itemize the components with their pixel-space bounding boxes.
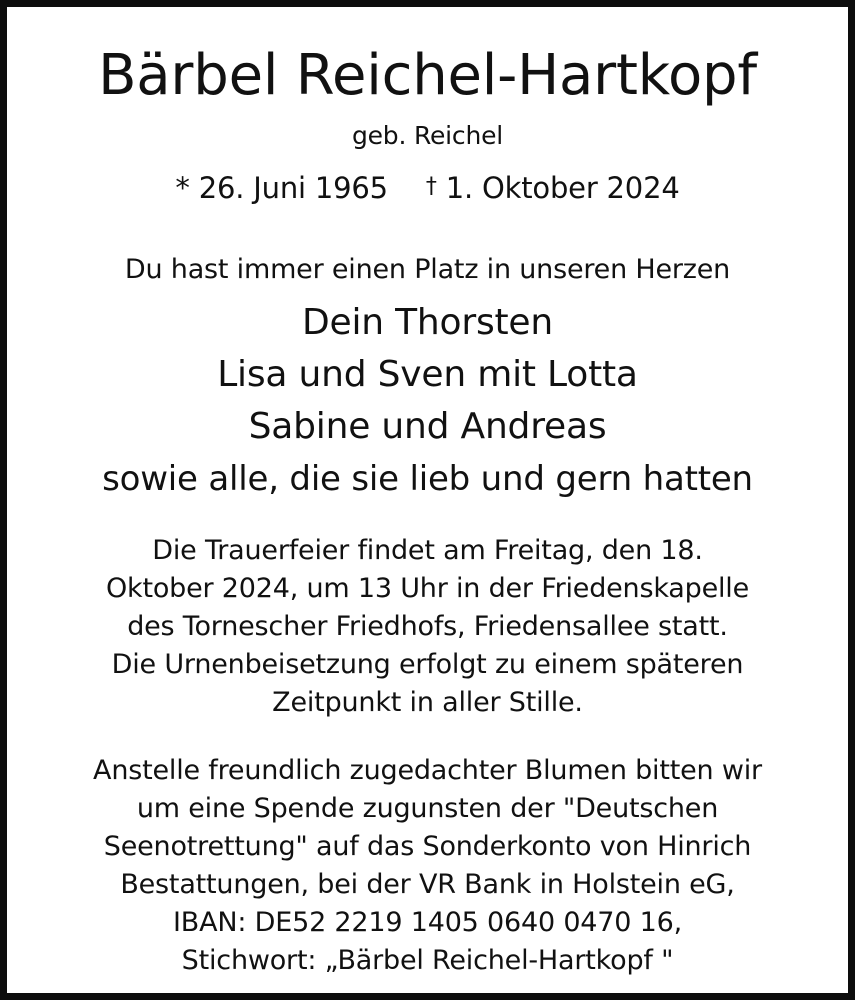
death-date: 1. Oktober 2024 [445,171,680,205]
ceremony-line: des Tornescher Friedhofs, Friedensallee statt. [127,611,728,642]
donation-line: Bestattungen, bei der VR Bank in Holstein eG, [120,869,735,900]
ceremony-paragraph [7,532,848,722]
mourner-line: Sabine und Andreas [248,406,607,447]
donation-line: Seenotrettung" auf das Sonderkonto von Hinrich [103,831,752,862]
motto-text: Du hast immer einen Platz in unseren Herzen [124,254,731,285]
birth-name: geb. Reichel [351,121,504,150]
mourner-line: Lisa und Sven mit Lotta [217,354,638,395]
deceased-name: Bärbel Reichel-Hartkopf [98,43,757,108]
birth-symbol: * [175,171,190,205]
mourner-line: sowie alle, die sie lieb und gern hatten [102,459,753,499]
mourners-list [7,297,848,505]
donation-paragraph [7,752,848,980]
donation-line: um eine Spende zugunsten der "Deutschen [136,793,719,824]
donation-line: Stichwort: „Bärbel Reichel-Hartkopf " [181,945,674,976]
ceremony-line: Die Urnenbeisetzung erfolgt zu einem späteren [111,649,744,680]
ceremony-line: Die Trauerfeier findet am Freitag, den 18. [152,535,703,566]
donation-line: Anstelle freundlich zugedachter Blumen bitten wir [93,755,762,786]
donation-line: IBAN: DE52 2219 1405 0640 0470 16, [173,907,682,938]
birth-date: 26. Juni 1965 [198,171,388,205]
life-dates [7,168,848,207]
ceremony-line: Oktober 2024, um 13 Uhr in der Friedenskapelle [105,573,749,604]
death-cross-icon: † [425,174,437,199]
ceremony-line: Zeitpunkt in aller Stille. [272,687,583,718]
mourner-line: Dein Thorsten [302,302,553,343]
